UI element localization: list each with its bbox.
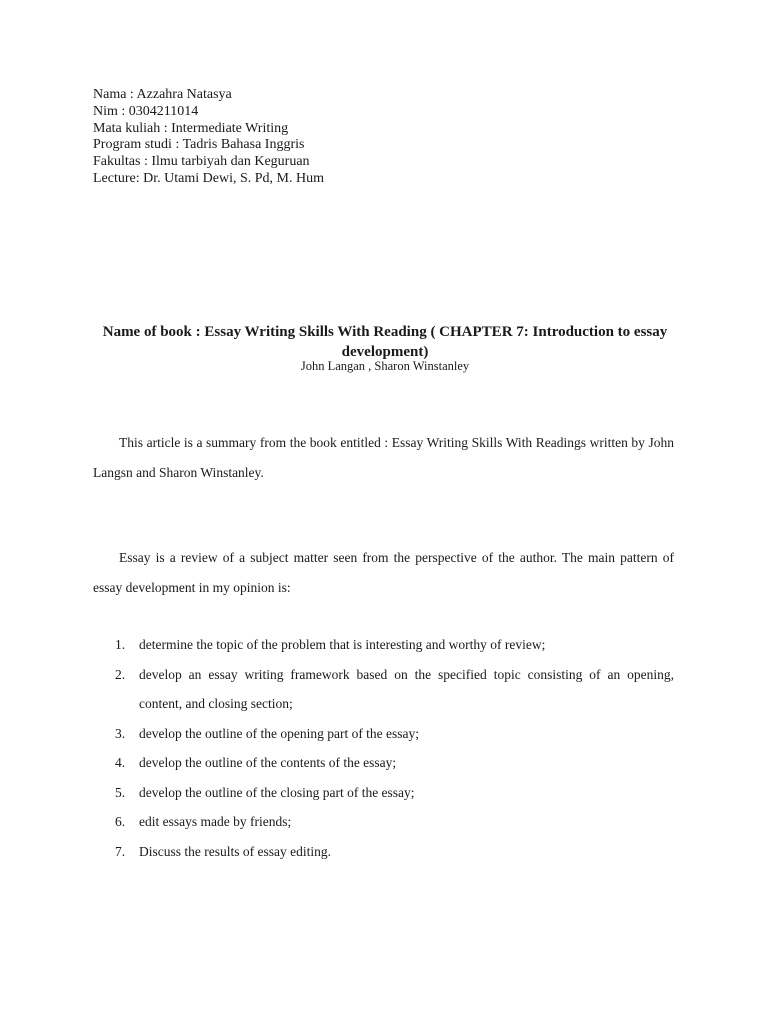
summary-paragraph: This article is a summary from the book entitled : Essay Writing Skills With Readings written by John Langsn and Sharon Winstanley. — [93, 435, 674, 480]
list-item-number: 4. — [115, 755, 126, 770]
faculty: Fakultas : Ilmu tarbiyah dan Keguruan — [93, 154, 310, 170]
student-nim: Nim : 0304211014 — [93, 103, 199, 119]
list-item-text: develop the outline of the opening part of the essay; — [139, 725, 420, 741]
student-info-block — [93, 87, 324, 188]
book-title: Name of book : Essay Writing Skills With Reading ( CHAPTER 7: Introduction to essay development) — [102, 324, 668, 360]
list-item-text: determine the topic of the problem that is interesting and worthy of review; — [139, 637, 546, 652]
list-item-number: 3. — [115, 725, 126, 741]
book-authors: John Langan , Sharon Winstanley — [300, 359, 470, 373]
list-item-text: develop the outline of the closing part of the essay; — [139, 784, 415, 800]
list-item-number: 5. — [115, 784, 126, 800]
essay-development-steps — [93, 630, 674, 866]
list-item-number: 7. — [115, 843, 126, 859]
course-name: Mata kuliah : Intermediate Writing — [93, 120, 289, 136]
list-item-text: Discuss the results of essay editing. — [139, 843, 331, 859]
essay-definition-paragraph: Essay is a review of a subject matter seen from the perspective of the author. The main pattern of essay development in my opinion is: — [93, 550, 674, 595]
list-item-text: edit essays made by friends; — [139, 814, 292, 829]
list-item — [93, 778, 674, 808]
list-item — [93, 660, 674, 719]
list-item-number: 1. — [115, 637, 126, 652]
list-item-text: develop the outline of the contents of the essay; — [139, 755, 397, 770]
list-item — [93, 807, 674, 837]
study-program: Program studi : Tadris Bahasa Inggris — [93, 137, 305, 153]
list-item — [93, 837, 674, 867]
list-item — [93, 748, 674, 778]
list-item-number: 6. — [115, 814, 126, 829]
list-item — [93, 630, 674, 660]
list-item-text: develop an essay writing framework based on the specified topic consisting of an opening, content, and closing section; — [139, 666, 674, 711]
list-item-number: 2. — [115, 666, 126, 682]
lecturer: Lecture: Dr. Utami Dewi, S. Pd, M. Hum — [93, 170, 324, 186]
list-item — [93, 719, 674, 749]
student-name: Nama : Azzahra Natasya — [93, 87, 232, 102]
